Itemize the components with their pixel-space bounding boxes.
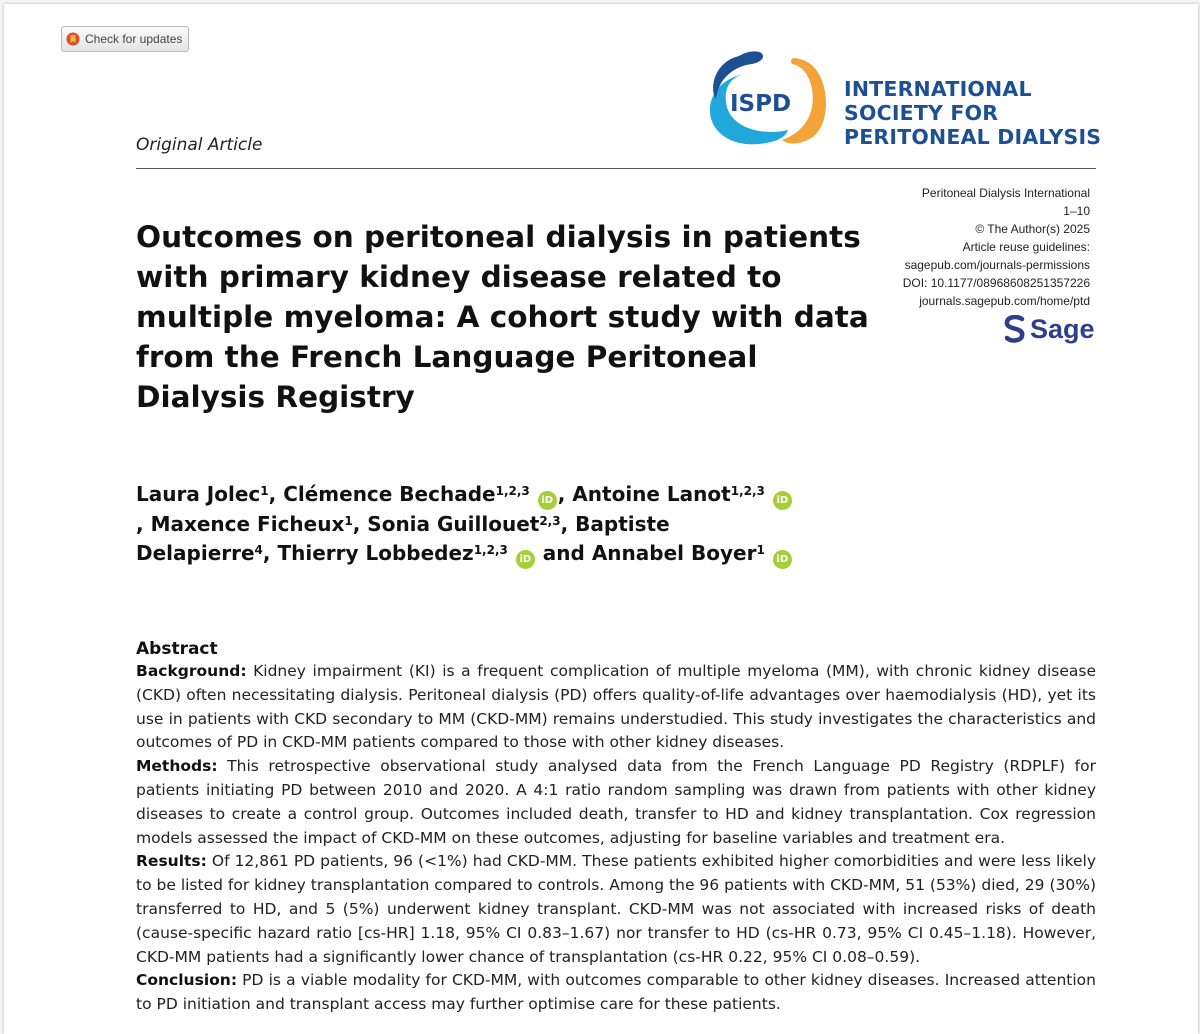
section-label: Background:	[136, 662, 247, 680]
abstract	[136, 638, 1096, 1017]
logo-acronym: ISPD	[730, 91, 792, 117]
author-separator: ,	[557, 482, 573, 506]
journal-link[interactable]: journals.sagepub.com/home/ptd	[919, 294, 1090, 308]
orcid-icon[interactable]: iD	[516, 550, 535, 569]
journal-name: Peritoneal Dialysis International	[921, 186, 1090, 200]
author-affiliation: 1,2,3	[730, 484, 765, 498]
article-title: Outcomes on peritoneal dialysis in patients with primary kidney disease related to multiple myeloma: A cohort study with data from the French Language Peritoneal Dialysis Registry	[136, 220, 869, 414]
author-affiliation: 1,2,3	[473, 542, 508, 557]
section-text: PD is a viable modality for CKD-MM, with outcomes comparable to other kidney diseases. Increased attention to PD initiation and transplant access may further optimise care for these patients.	[136, 971, 1096, 1014]
publisher-name: Sage	[1030, 313, 1095, 344]
sage-s-icon	[1004, 315, 1026, 343]
reuse-link[interactable]: sagepub.com/journals-permissions	[904, 258, 1090, 272]
abstract-conclusion	[136, 969, 1096, 1017]
society-name-line: SOCIETY FOR	[844, 101, 999, 125]
section-text: Kidney impairment (KI) is a frequent complication of multiple myeloma (MM), with chronic kidney disease (CKD) often necessitating dialysis. Peritoneal dialysis (PD) offers quality-of-life advantages over haemodialysis (HD), yet its use in patients with CKD secondary to MM (CKD-MM) remains understudied. This study investigates the characteristics and outcomes of PD in CKD-MM patients compared to those with other kidney diseases.	[136, 662, 1096, 752]
author-affiliation: 2,3	[539, 514, 561, 528]
author-name: Clémence Bechade	[283, 482, 496, 506]
check-updates-icon	[66, 32, 80, 46]
author-name: Maxence Ficheux	[150, 512, 345, 536]
author-affiliation: 1,2,3	[495, 484, 530, 498]
author-separator: ,	[560, 512, 576, 536]
author-name: Annabel Boyer	[591, 540, 757, 565]
society-name-line: INTERNATIONAL	[844, 77, 1032, 101]
section-label: Results:	[136, 852, 207, 871]
society-name-line: PERITONEAL DIALYSIS	[844, 125, 1102, 149]
article-page	[4, 4, 1198, 1034]
abstract-results	[136, 850, 1096, 969]
abstract-heading: Abstract	[136, 639, 218, 659]
author-name: Sonia Guillouet	[367, 512, 540, 536]
author-affiliation: 1	[756, 542, 765, 557]
author-separator: ,	[136, 512, 151, 536]
author-separator: ,	[262, 540, 278, 565]
author-affiliation: 4	[254, 542, 263, 557]
reuse-guidelines: Article reuse guidelines:	[962, 240, 1090, 254]
author-separator: and	[535, 540, 592, 565]
author-name: Laura Jolec	[136, 482, 261, 506]
article-type: Original Article	[136, 135, 263, 155]
check-updates-label: Check for updates	[85, 32, 183, 46]
orcid-icon[interactable]: iD	[773, 550, 792, 569]
author-separator: ,	[352, 512, 368, 536]
author-name: Thierry Lobbedez	[277, 540, 474, 565]
society-name	[844, 77, 1101, 149]
copyright: © The Author(s) 2025	[975, 222, 1090, 236]
section-text: Of 12,861 PD patients, 96 (<1%) had CKD-MM. These patients exhibited higher comorbidities and were less likely to be listed for kidney transplantation compared to controls. Among the 96 patients with CKD-MM, 51 (53%) died, 29 (30%) transferred to HD, and 5 (5%) underwent kidney transplant. CKD-MM was not associated with increased risks of death (cause-specific hazard ratio [cs-HR] 1.18, 95% CI 0.83–1.67) nor transfer to HD (cs-HR 0.73, 95% CI 0.45–1.18). However, CKD-MM patients had a significantly lower chance of transplantation (cs-HR 0.22, 95% CI 0.08–0.59).	[136, 852, 1096, 966]
abstract-methods	[136, 755, 1096, 850]
author-list	[136, 480, 856, 569]
check-for-updates-button[interactable]	[61, 26, 189, 52]
author-name: Baptiste Delapierre	[136, 512, 670, 565]
orcid-icon[interactable]: iD	[538, 491, 557, 510]
page-range: 1–10	[1063, 204, 1090, 218]
abstract-background	[136, 660, 1096, 755]
sage-logo	[1004, 312, 1095, 346]
author-name: Antoine Lanot	[572, 482, 731, 506]
header-divider	[136, 168, 1096, 169]
author-separator: ,	[268, 482, 284, 506]
orcid-icon[interactable]: iD	[773, 491, 792, 510]
section-label: Conclusion:	[136, 971, 238, 990]
section-text: This retrospective observational study analysed data from the French Language PD Registry (RDPLF) for patients initiating PD between 2010 and 2020. A 4:1 ratio random sampling was drawn from patients with other kidney diseases to create a control group. Outcomes included death, transfer to HD and kidney transplantation. Cox regression models assessed the impact of CKD-MM on these outcomes, adjusting for baseline variables and treatment era.	[136, 757, 1096, 847]
author-affiliation: 1	[260, 484, 269, 498]
section-label: Methods:	[136, 757, 218, 776]
author-affiliation: 1	[344, 514, 353, 528]
doi[interactable]: DOI: 10.1177/08968608251357226	[902, 276, 1090, 290]
